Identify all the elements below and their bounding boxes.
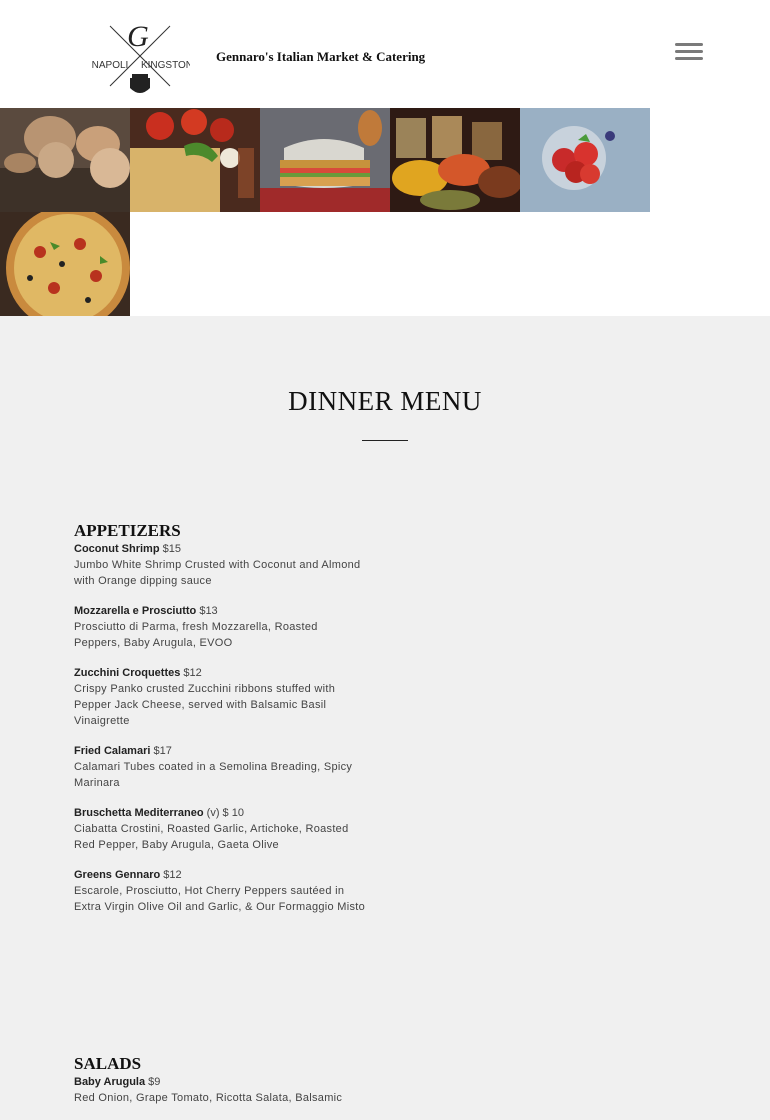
menu-item-name: Mozzarella e Prosciutto [74, 605, 197, 617]
menu-item [74, 867, 374, 915]
menu-item-name: Bruschetta Mediterraneo [74, 807, 204, 819]
menu-item-description: Prosciutto di Parma, fresh Mozzarella, Roasted Peppers, Baby Arugula, EVOO [74, 621, 318, 649]
gallery-tile-strawberries[interactable] [520, 108, 650, 212]
menu-item-description: Crispy Panko crusted Zucchini ribbons stuffed with Pepper Jack Cheese, served with Balsamic Basil Vinaigrette [74, 683, 336, 727]
menu-item-header [74, 603, 374, 619]
menu-item-description: Escarole, Prosciutto, Hot Cherry Peppers sautéed in Extra Virgin Olive Oil and Garlic, & Our Formaggio Misto [74, 885, 366, 913]
menu-item-price: $12 [160, 869, 182, 881]
gallery-tile-pasta[interactable] [130, 108, 260, 212]
menu-item-price: $15 [159, 543, 181, 555]
menu-item-name: Fried Calamari [74, 745, 151, 757]
menu-item-price: $13 [196, 605, 218, 617]
section-heading: SALADS [74, 1054, 142, 1073]
gallery-tile-bread[interactable] [0, 108, 130, 212]
menu-item-header [74, 743, 374, 759]
gallery-tile-spices[interactable] [390, 108, 520, 212]
site-title[interactable]: Gennaro's Italian Market & Catering [216, 49, 426, 64]
menu-item [74, 541, 374, 589]
menu-title: DINNER MENU [288, 386, 482, 416]
menu-item-name: Zucchini Croquettes [74, 667, 181, 679]
menu-item-price: $9 [145, 1076, 161, 1088]
section-appetizers [74, 522, 374, 929]
menu-item-description: Jumbo White Shrimp Crusted with Coconut and Almond with Orange dipping sauce [74, 559, 361, 587]
menu-item [74, 805, 374, 853]
menu-item-header [74, 665, 374, 681]
section-heading: APPETIZERS [74, 521, 181, 540]
logo-monogram: G [127, 20, 149, 53]
menu-item-price: $12 [180, 667, 202, 679]
menu-item-header [74, 541, 374, 557]
photo-gallery [0, 108, 770, 316]
title-divider [362, 440, 408, 441]
menu-item-header [74, 805, 374, 821]
menu-item-name: Coconut Shrimp [74, 543, 160, 555]
menu-item-description: Red Onion, Grape Tomato, Ricotta Salata, Balsamic [74, 1092, 343, 1104]
logo-text-left: NAPOLI [91, 60, 129, 71]
menu-item [74, 1074, 374, 1106]
menu-item-price: (v) $ 10 [203, 807, 244, 819]
menu-item-description: Ciabatta Crostini, Roasted Garlic, Artichoke, Roasted Red Pepper, Baby Arugula, Gaeta Olive [74, 823, 349, 851]
gallery-tile-pizza[interactable] [0, 212, 130, 316]
site-logo[interactable] [90, 16, 190, 102]
gallery-tile-sandwich[interactable] [260, 108, 390, 212]
menu-item-header [74, 1074, 374, 1090]
hamburger-menu-icon[interactable] [672, 43, 706, 67]
logo-text-right: KINGSTON [140, 60, 190, 71]
menu-item-header [74, 867, 374, 883]
menu-item-price: $17 [150, 745, 172, 757]
menu-item [74, 603, 374, 651]
menu-item-name: Greens Gennaro [74, 869, 161, 881]
menu-item [74, 665, 374, 729]
menu-item-description: Calamari Tubes coated in a Semolina Breading, Spicy Marinara [74, 761, 353, 789]
menu-item-name: Baby Arugula [74, 1076, 146, 1088]
site-header [0, 0, 770, 108]
menu-item [74, 743, 374, 791]
section-salads [74, 1055, 374, 1120]
